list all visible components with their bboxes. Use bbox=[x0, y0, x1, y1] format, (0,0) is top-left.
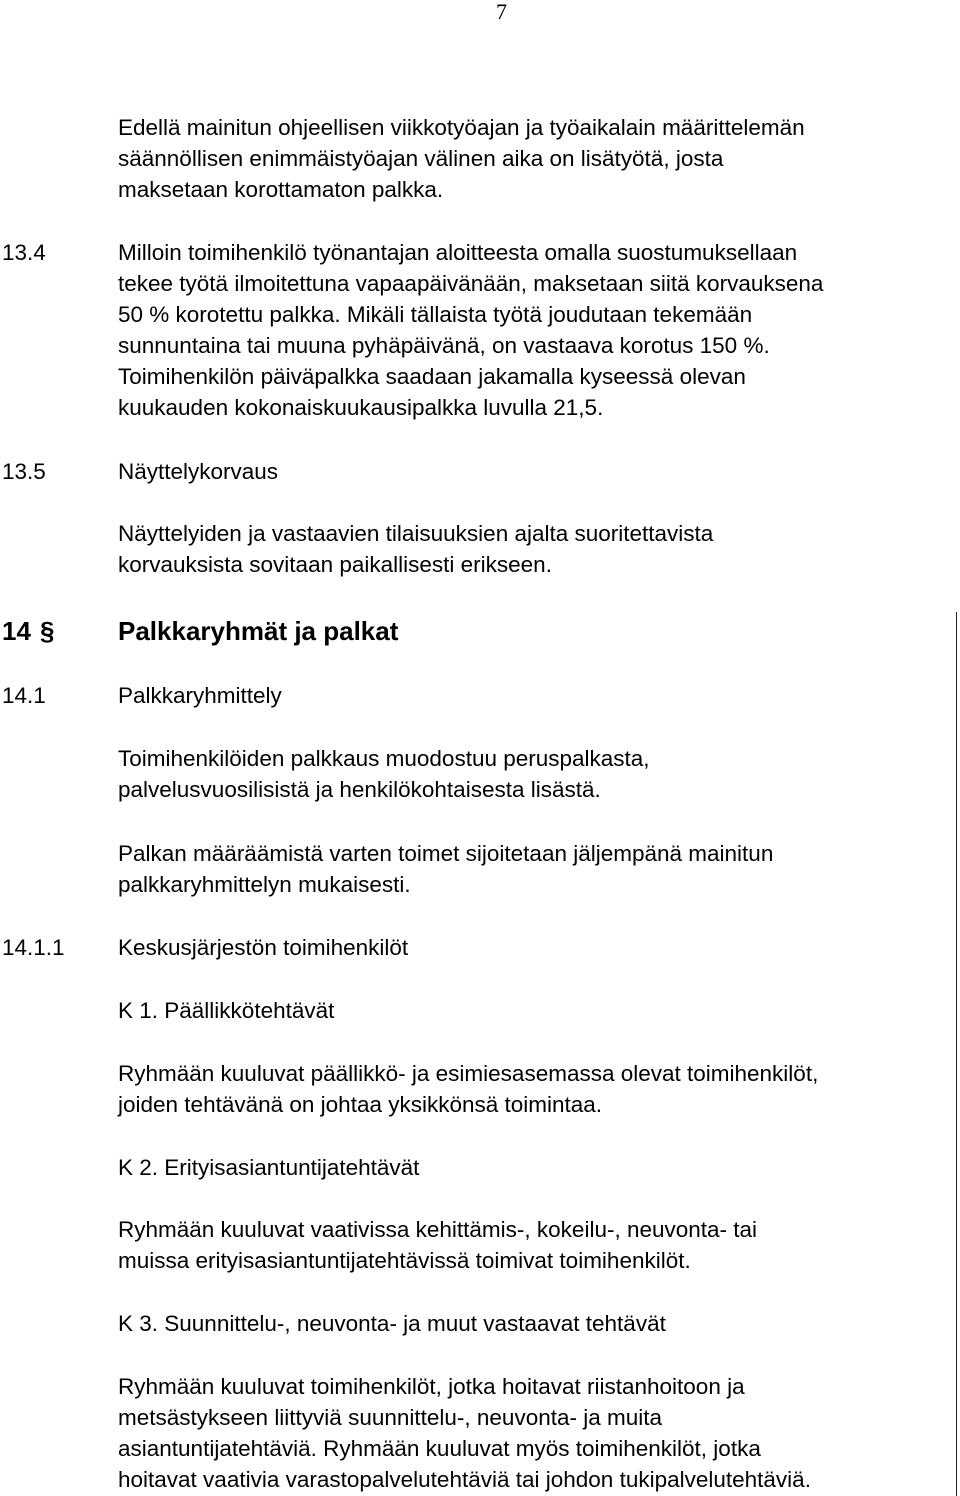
group-k2-line: muissa erityisasiantuntijatehtävissä toimivat toimihenkilöt. bbox=[118, 1248, 691, 1273]
section-14-1-line: Toimihenkilöiden palkkaus muodostuu peruspalkasta, bbox=[118, 746, 650, 771]
section-14-1-1-number: 14.1.1 bbox=[2, 935, 65, 960]
intro-paragraph bbox=[118, 112, 948, 205]
section-14-1-line: Palkan määräämistä varten toimet sijoitetaan jäljempänä mainitun bbox=[118, 841, 774, 866]
section-13-5-line: korvauksista sovitaan paikallisesti erikseen. bbox=[118, 552, 552, 577]
intro-line: maksetaan korottamaton palkka. bbox=[118, 177, 444, 202]
section-13-4-paragraph bbox=[118, 237, 948, 423]
section-14-1-paragraph-1 bbox=[118, 743, 948, 805]
chapter-number: 14 bbox=[2, 616, 31, 646]
section-14-1-1-title: Keskusjärjestön toimihenkilöt bbox=[118, 935, 409, 960]
section-13-4-line: 50 % korotettu palkka. Mikäli tällaista työtä joudutaan tekemään bbox=[118, 302, 753, 327]
group-k2-title: K 2. Erityisasiantuntijatehtävät bbox=[118, 1155, 420, 1180]
group-k3-description bbox=[118, 1371, 948, 1495]
group-k3-line: asiantuntijatehtäviä. Ryhmään kuuluvat myös toimihenkilöt, jotka bbox=[118, 1436, 761, 1461]
group-k3-line: hoitavat vaativia varastopalvelutehtäviä tai johdon tukipalvelutehtäviä. bbox=[118, 1467, 811, 1492]
group-k3-line: metsästykseen liittyviä suunnittelu-, neuvonta- ja muita bbox=[118, 1405, 663, 1430]
chapter-title: Palkkaryhmät ja palkat bbox=[118, 616, 399, 646]
section-13-4-line: tekee työtä ilmoitettuna vapaapäivänään, maksetaan siitä korvauksena bbox=[118, 271, 824, 296]
section-14-1-paragraph-2 bbox=[118, 838, 948, 900]
section-14-1-number: 14.1 bbox=[2, 683, 46, 708]
section-13-5-title: Näyttelykorvaus bbox=[118, 459, 279, 484]
section-13-5-number: 13.5 bbox=[2, 459, 46, 484]
intro-line: Edellä mainitun ohjeellisen viikkotyöajan ja työaikalain määrittelemän bbox=[118, 115, 805, 140]
section-13-4-number: 13.4 bbox=[2, 240, 46, 265]
section-14-1-title: Palkkaryhmittely bbox=[118, 683, 282, 708]
page-number: 7 bbox=[496, 0, 507, 24]
section-13-4-line: kuukauden kokonaiskuukausipalkka luvulla 21,5. bbox=[118, 395, 604, 420]
section-13-5-line: Näyttelyiden ja vastaavien tilaisuuksien ajalta suoritettavista bbox=[118, 521, 714, 546]
section-13-4-line: sunnuntaina tai muuna pyhäpäivänä, on vastaava korotus 150 %. bbox=[118, 333, 770, 358]
group-k1-line: joiden tehtävänä on johtaa yksikkönsä toimintaa. bbox=[118, 1092, 603, 1117]
section-13-4-line: Milloin toimihenkilö työnantajan aloitteesta omalla suostumuksellaan bbox=[118, 240, 798, 265]
group-k1-title: K 1. Päällikkötehtävät bbox=[118, 998, 335, 1023]
group-k1-description bbox=[118, 1058, 948, 1120]
margin-rule bbox=[956, 612, 957, 1496]
group-k2-line: Ryhmään kuuluvat vaativissa kehittämis-, kokeilu-, neuvonta- tai bbox=[118, 1217, 758, 1242]
group-k2-description bbox=[118, 1214, 948, 1276]
group-k3-line: Ryhmään kuuluvat toimihenkilöt, jotka hoitavat riistanhoitoon ja bbox=[118, 1374, 745, 1399]
section-sign-glyph: § bbox=[40, 616, 55, 646]
section-13-4-line: Toimihenkilön päiväpalkka saadaan jakamalla kyseessä olevan bbox=[118, 364, 746, 389]
section-14-1-line: palkkaryhmittelyn mukaisesti. bbox=[118, 872, 411, 897]
group-k1-line: Ryhmään kuuluvat päällikkö- ja esimiesasemassa olevat toimihenkilöt, bbox=[118, 1061, 819, 1086]
intro-line: säännöllisen enimmäistyöajan välinen aika on lisätyötä, josta bbox=[118, 146, 724, 171]
group-k3-title: K 3. Suunnittelu-, neuvonta- ja muut vastaavat tehtävät bbox=[118, 1311, 666, 1336]
section-13-5-paragraph bbox=[118, 518, 948, 580]
section-14-1-line: palvelusvuosilisistä ja henkilökohtaisesta lisästä. bbox=[118, 777, 601, 802]
